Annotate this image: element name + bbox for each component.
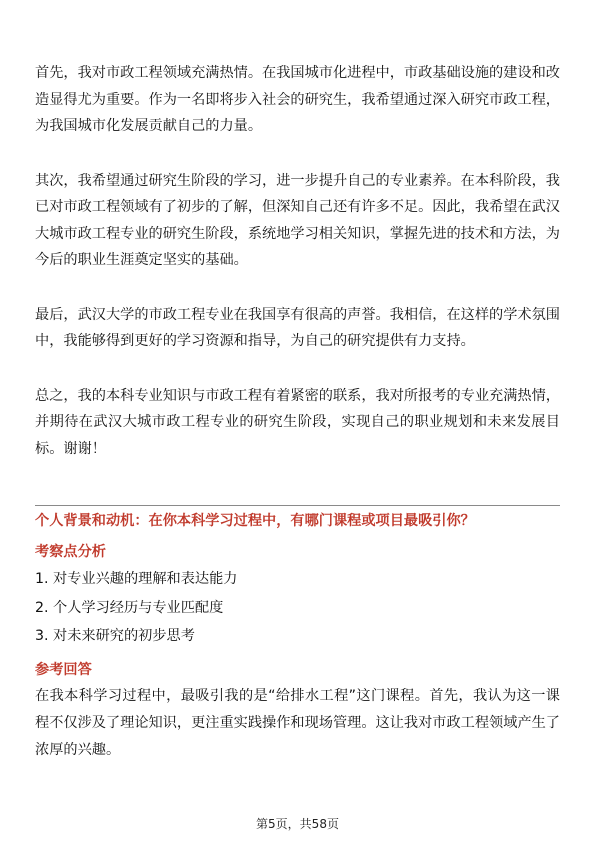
answer-text: 在我本科学习过程中，最吸引我的是“给排水工程”这门课程。首先，我认为这一课程不仅涉及了理论知识，更注重实践操作和现场管理。这让我对市政工程领域产生了浓厚的兴趣。 bbox=[35, 688, 560, 758]
list-item: 2. 个人学习经历与专业匹配度 bbox=[35, 599, 224, 616]
analysis-title: 考察点分析 bbox=[35, 544, 106, 560]
question-heading: 个人背景和动机：在你本科学习过程中，有哪门课程或项目最吸引你？ bbox=[35, 513, 475, 529]
paragraph-3: 最后，武汉大学的市政工程专业在我国享有很高的声誉。我相信，在这样的学术氛围中，我能够得到更好的学习资源和指导，为自己的研究提供有力支持。 bbox=[35, 306, 560, 349]
list-item: 1. 对专业兴趣的理解和表达能力 bbox=[35, 571, 238, 587]
list-item: 3. 对未来研究的初步思考 bbox=[35, 628, 195, 644]
paragraph-2: 其次，我希望通过研究生阶段的学习，进一步提升自己的专业素养。在本科阶段，我已对市政工程领域有了初步的了解，但深知自己还有许多不足。因此，我希望在武汉大城市政工程专业的研究生阶段，系统地学习相关知识，掌握先进的技术和方法，为今后的职业生涯奠定坚实的基础。 bbox=[35, 172, 560, 268]
answer-title: 参考回答 bbox=[35, 662, 92, 678]
section-divider bbox=[35, 505, 560, 506]
essay-body bbox=[35, 60, 560, 462]
page-number: 第5页，共58页 bbox=[256, 817, 339, 831]
analysis-points bbox=[35, 565, 560, 651]
paragraph-4: 总之，我的本科专业知识与市政工程有着紧密的联系，我对所报考的专业充满热情，并期待在武汉大城市政工程专业的研究生阶段，实现自己的职业规划和未来发展目标。谢谢！ bbox=[35, 387, 560, 457]
paragraph-1: 首先，我对市政工程领域充满热情。在我国城市化进程中，市政基础设施的建设和改造显得尤为重要。作为一名即将步入社会的研究生，我希望通过深入研究市政工程，为我国城市化发展贡献自己的力量。 bbox=[35, 65, 560, 134]
